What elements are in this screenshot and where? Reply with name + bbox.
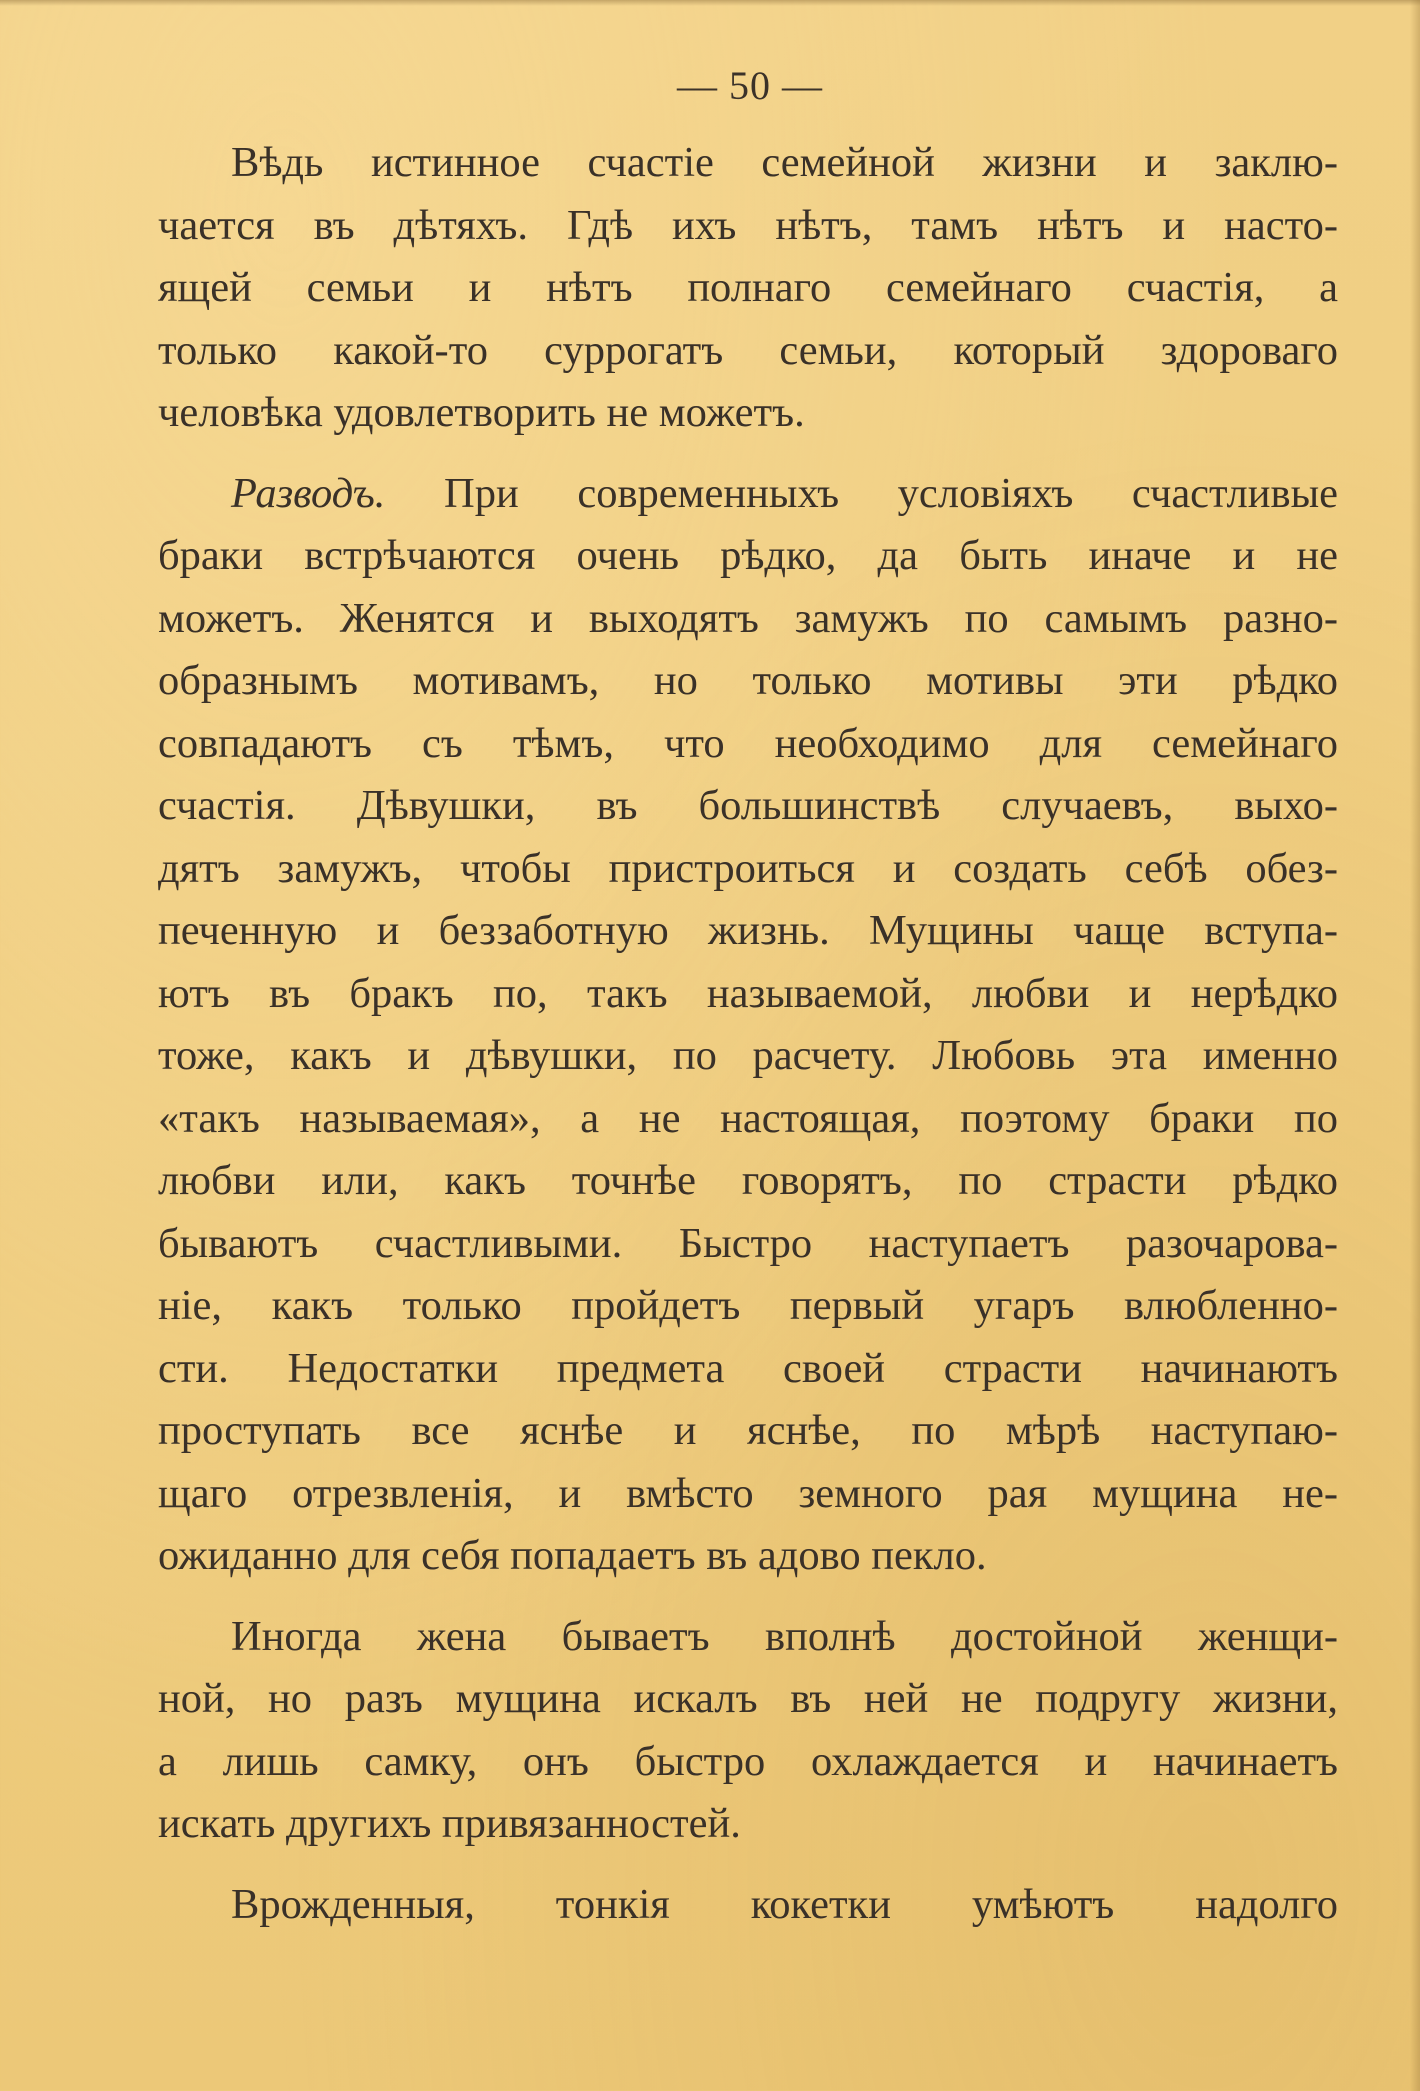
text-line: проступать все яснѣе и яснѣе, по мѣрѣ наступаю- (158, 1407, 1338, 1454)
text-line: Вѣдь истинное счастіе семейной жизни и заклю- (231, 139, 1338, 186)
text-line: ютъ въ бракъ по, такъ называемой, любви и нерѣдко (158, 969, 1338, 1017)
text-line: Врожденныя, тонкія кокетки умѣютъ надолго (231, 1880, 1338, 1928)
paragraph-1 (158, 132, 1338, 445)
text-line: Иногда жена бываетъ вполнѣ достойной женщи- (231, 1612, 1338, 1660)
text-line-rest: При современныхъ условіяхъ счастливые (385, 469, 1338, 517)
text-line: сти. Недостатки предмета своей страсти начинаютъ (158, 1344, 1338, 1392)
text-line: совпадаютъ съ тѣмъ, что необходимо для семейнаго (158, 719, 1338, 767)
text-line: а лишь самку, онъ быстро охлаждается и начинаетъ (158, 1737, 1338, 1785)
text-line: искать другихъ привязанностей. (158, 1800, 741, 1847)
text-line: можетъ. Женятся и выходятъ замужъ по самымъ разно- (158, 594, 1338, 642)
text-line: браки встрѣчаются очень рѣдко, да быть иначе и не (158, 532, 1338, 579)
text-line: ящей семьи и нѣтъ полнаго семейнаго счастія, а (158, 264, 1338, 311)
page-number: — 50 — (677, 63, 823, 108)
section-heading-divorce: Разводъ. (231, 469, 386, 517)
text-line: человѣка удовлетворить не можетъ. (158, 389, 805, 436)
text-line: бываютъ счастливыми. Быстро наступаетъ разочарова- (158, 1219, 1338, 1267)
text-line: печенную и беззаботную жизнь. Мущины чаще вступа- (158, 907, 1338, 954)
text-line: ной, но разъ мущина искалъ въ ней не подругу жизни, (158, 1675, 1338, 1722)
paragraph-4 (158, 1874, 1338, 1937)
paragraph-2 (158, 463, 1338, 1588)
text-line: любви или, какъ точнѣе говорятъ, по страсти рѣдко (158, 1157, 1338, 1204)
text-line: чается въ дѣтяхъ. Гдѣ ихъ нѣтъ, тамъ нѣтъ и насто- (158, 201, 1338, 249)
text-line: ніе, какъ только пройдетъ первый угаръ влюбленно- (158, 1282, 1338, 1329)
page-top-edge (0, 0, 1420, 6)
body-text (158, 132, 1338, 1954)
text-line: ожиданно для себя попадаетъ въ адово пекло. (158, 1532, 987, 1579)
text-line: только какой-то суррогатъ семьи, который здороваго (158, 326, 1338, 374)
text-line (158, 463, 1338, 526)
paragraph-3 (158, 1606, 1338, 1856)
text-line: счастія. Дѣвушки, въ большинствѣ случаевъ, выхо- (158, 782, 1338, 829)
text-line: «такъ называемая», а не настоящая, поэтому браки по (158, 1094, 1338, 1142)
page-right-edge (1410, 0, 1420, 2091)
text-line: дятъ замужъ, чтобы пристроиться и создать себѣ обез- (158, 844, 1338, 892)
text-line: образнымъ мотивамъ, но только мотивы эти рѣдко (158, 657, 1338, 704)
text-line: тоже, какъ и дѣвушки, по расчету. Любовь эта именно (158, 1032, 1338, 1079)
text-line: щаго отрезвленія, и вмѣсто земного рая мущина не- (158, 1469, 1338, 1517)
